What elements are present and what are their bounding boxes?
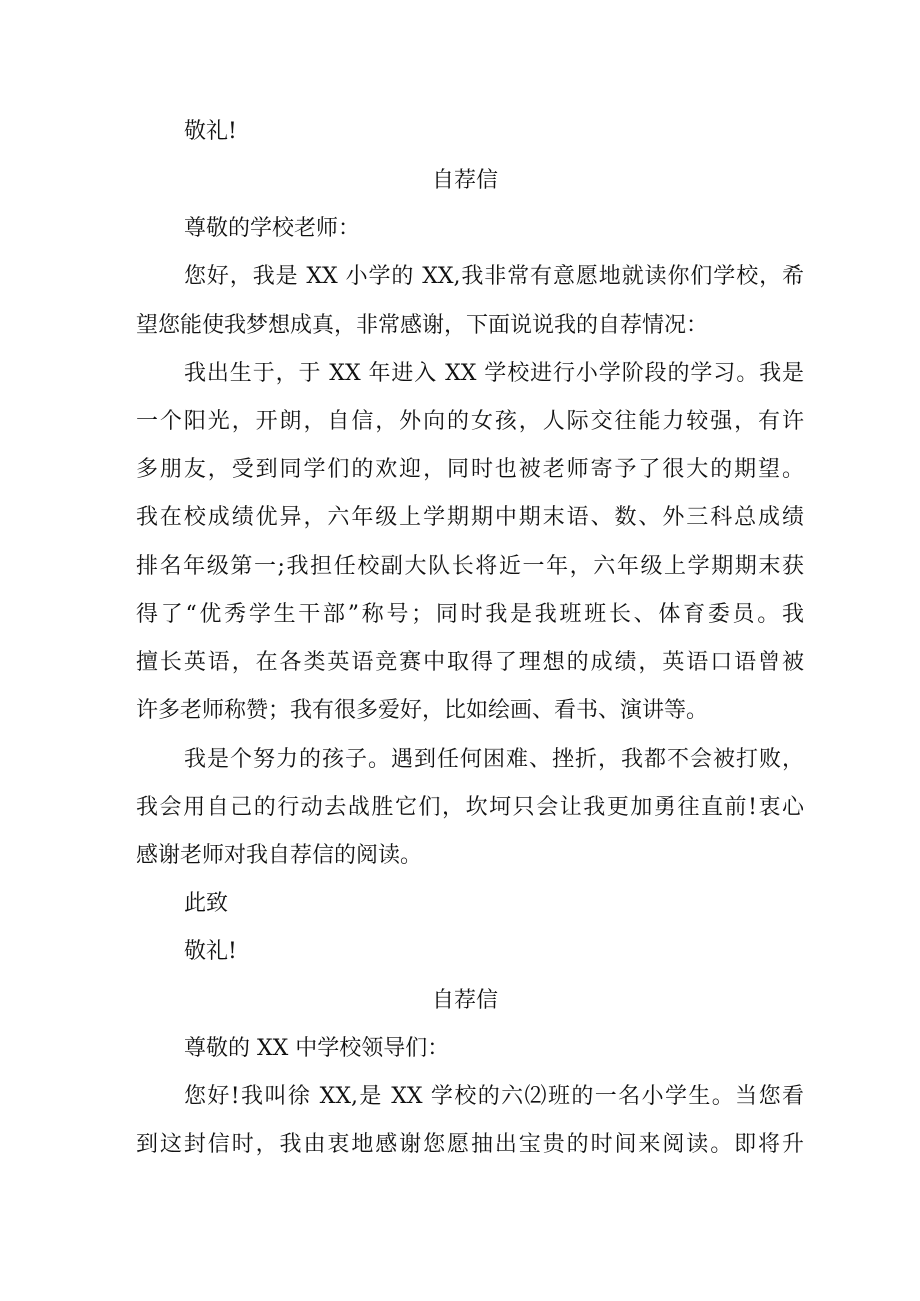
paragraph-line: 擅长英语，在各类英语竞赛中取得了理想的成绩，英语口语曾被 [136, 650, 804, 675]
paragraph-line: 我出生于，于 XX 年进入 XX 学校进行小学阶段的学习。我是 [184, 361, 804, 386]
letter-greeting: 尊敬的学校老师： [184, 216, 361, 241]
paragraph-line: 到这封信时，我由衷地感谢您愿抽出宝贵的时间来阅读。即将升 [136, 1132, 804, 1157]
closing-salutation: 敬礼! [184, 119, 237, 144]
paragraph-line: 一个阳光，开朗，自信，外向的女孩，人际交往能力较强，有许 [136, 409, 804, 434]
paragraph-line: 我会用自己的行动去战胜它们，坎坷只会让我更加勇往直前!衷心 [136, 795, 804, 820]
paragraph-line: 排名年级第一;我担任校副大队长将近一年，六年级上学期期末获 [136, 554, 804, 579]
letter-title: 自荐信 [431, 988, 498, 1013]
paragraph-line: 多朋友，受到同学们的欢迎，同时也被老师寄予了很大的期望。 [136, 457, 804, 482]
paragraph-line: 我在校成绩优异，六年级上学期期中期末语、数、外三科总成绩 [136, 505, 804, 530]
paragraph-line: 望您能使我梦想成真，非常感谢，下面说说我的自荐情况： [136, 313, 709, 338]
paragraph-line: 得了“优秀学生干部”称号；同时我是我班班长、体育委员。我 [136, 602, 804, 627]
closing-phrase: 此致 [184, 891, 229, 916]
closing-salutation: 敬礼! [184, 939, 237, 964]
letter-title: 自荐信 [431, 168, 498, 193]
paragraph-line: 您好，我是 XX 小学的 XX,我非常有意愿地就读你们学校，希 [184, 264, 804, 289]
paragraph-line: 许多老师称赞；我有很多爱好，比如绘画、看书、演讲等。 [136, 698, 709, 723]
paragraph-line: 我是个努力的孩子。遇到任何困难、挫折，我都不会被打败， [184, 747, 804, 772]
letter-greeting: 尊敬的 XX 中学校领导们： [184, 1036, 450, 1061]
paragraph-line: 感谢老师对我自荐信的阅读。 [136, 843, 423, 868]
paragraph-line: 您好!我叫徐 XX,是 XX 学校的六⑵班的一名小学生。当您看 [184, 1084, 804, 1109]
